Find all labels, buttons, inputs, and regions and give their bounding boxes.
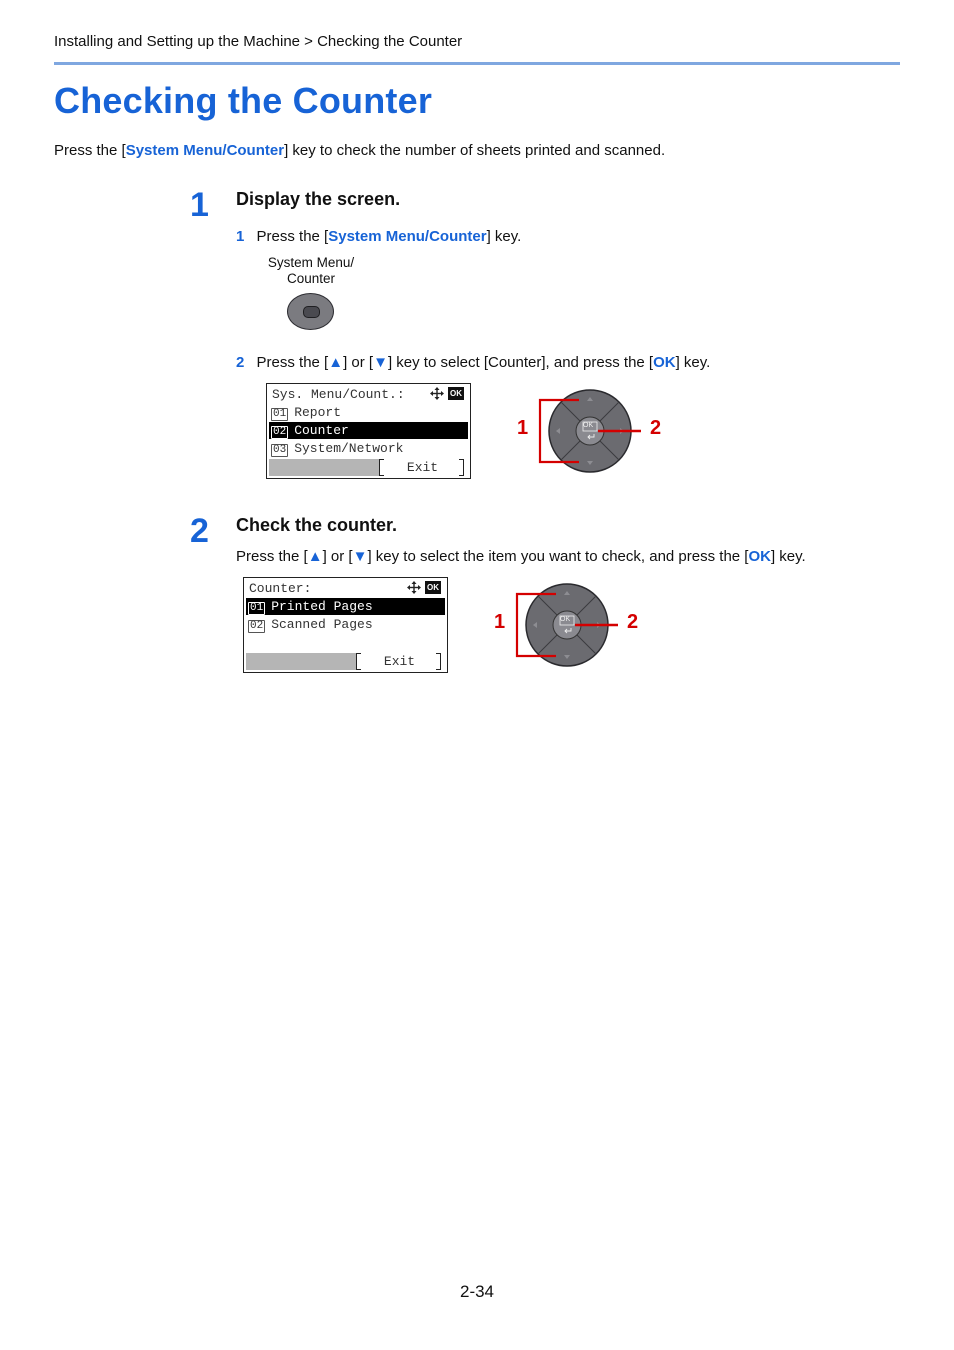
sub-2-text-3: ] key to select [Counter], and press the [: [387, 354, 654, 371]
sub-1-suffix: ] key.: [486, 228, 522, 245]
callout-1: 1: [494, 611, 506, 633]
sub-1-key-link[interactable]: System Menu/Counter: [328, 228, 487, 245]
step-1-sub-1: [236, 228, 521, 245]
step-2-text-1: Press the [: [236, 548, 308, 565]
step-2-number: 2: [190, 512, 209, 550]
up-arrow-icon: ▲: [307, 548, 323, 565]
callout-1: 1: [517, 417, 529, 439]
step-2-text-2: ] or [: [322, 548, 353, 565]
page-title: Checking the Counter: [54, 80, 433, 121]
ok-key-label: OK: [583, 422, 594, 429]
breadcrumb: Installing and Setting up the Machine > Checking the Counter: [54, 33, 463, 50]
ok-icon: OK: [450, 389, 462, 398]
key-button-center: [303, 306, 320, 318]
lcd-header-icons: [407, 581, 441, 594]
row-label: Scanned Pages: [271, 617, 373, 632]
row-index: 01: [250, 602, 264, 614]
header-rule: [54, 62, 900, 65]
bracket-right: [436, 653, 441, 670]
navigation-pad-2[interactable]: [487, 579, 647, 671]
lcd-row-system-network[interactable]: [269, 440, 403, 457]
four-way-arrow-icon: [407, 581, 421, 594]
intro-prefix: Press the [: [54, 142, 126, 159]
row-index: 03: [273, 444, 287, 456]
row-label: Counter: [294, 423, 349, 438]
row-index: 02: [273, 426, 287, 438]
sub-2-text-2: ] or [: [343, 354, 374, 371]
key-label-line-2: Counter: [286, 271, 336, 286]
lcd-softkey-bar: [246, 653, 445, 670]
softkey-shade: [269, 459, 379, 476]
system-menu-counter-key[interactable]: [287, 293, 334, 330]
down-arrow-icon: ▼: [373, 354, 388, 371]
step-2-title: Check the counter.: [236, 515, 398, 535]
step-2-body: [236, 548, 806, 565]
row-index: 02: [250, 620, 264, 632]
callout-2: 2: [650, 417, 662, 439]
row-index: 01: [273, 408, 287, 420]
step-1-number: 1: [190, 186, 209, 224]
lcd-header-icons: [430, 387, 464, 400]
sub-2-text-4: ] key.: [675, 354, 711, 371]
step-1-sub-2: [236, 354, 710, 371]
system-menu-key-label: [255, 255, 367, 287]
ok-key-link[interactable]: OK: [653, 354, 676, 371]
lcd-row-scanned-pages[interactable]: [246, 616, 373, 633]
lcd-header: Sys. Menu/Count.:: [272, 387, 405, 402]
lcd-row-printed-pages-selected[interactable]: [246, 598, 445, 615]
navigation-pad-1[interactable]: [510, 385, 670, 477]
row-label: Printed Pages: [271, 599, 373, 614]
ok-icon: OK: [427, 583, 439, 592]
sub-step-number: 2: [236, 354, 245, 371]
page-number: 2-34: [459, 1282, 495, 1301]
lcd-row-counter-selected[interactable]: [269, 422, 468, 439]
callout-2: 2: [627, 611, 639, 633]
step-2-text-4: ] key.: [770, 548, 806, 565]
step-2-text-3: ] key to select the item you want to check, and press the [: [367, 548, 749, 565]
exit-softkey[interactable]: Exit: [383, 654, 416, 669]
intro-suffix: ] key to check the number of sheets printed and scanned.: [284, 142, 666, 159]
lcd-screen-counter: [243, 577, 448, 673]
sub-step-number: 1: [236, 228, 245, 245]
exit-softkey[interactable]: Exit: [406, 460, 439, 475]
ok-key-link[interactable]: OK: [748, 548, 771, 565]
four-way-arrow-icon: [430, 387, 444, 400]
lcd-header: Counter:: [249, 581, 312, 596]
sub-2-text-1: Press the [: [256, 354, 329, 371]
lcd-screen-sys-menu: [266, 383, 471, 479]
down-arrow-icon: ▼: [352, 548, 368, 565]
step-1-title: Display the screen.: [236, 189, 401, 209]
row-label: System/Network: [294, 441, 404, 456]
softkey-shade: [246, 653, 356, 670]
lcd-softkey-bar: [269, 459, 468, 476]
intro-text: [54, 142, 665, 159]
ok-key-label: OK: [560, 616, 571, 623]
key-label-line-1: System Menu/: [267, 255, 355, 270]
sub-1-prefix: Press the [: [256, 228, 329, 245]
lcd-row-report[interactable]: [269, 404, 341, 421]
row-label: Report: [294, 405, 342, 420]
up-arrow-icon: ▲: [328, 354, 344, 371]
intro-key-link[interactable]: System Menu/Counter: [125, 142, 285, 159]
bracket-right: [459, 459, 464, 476]
